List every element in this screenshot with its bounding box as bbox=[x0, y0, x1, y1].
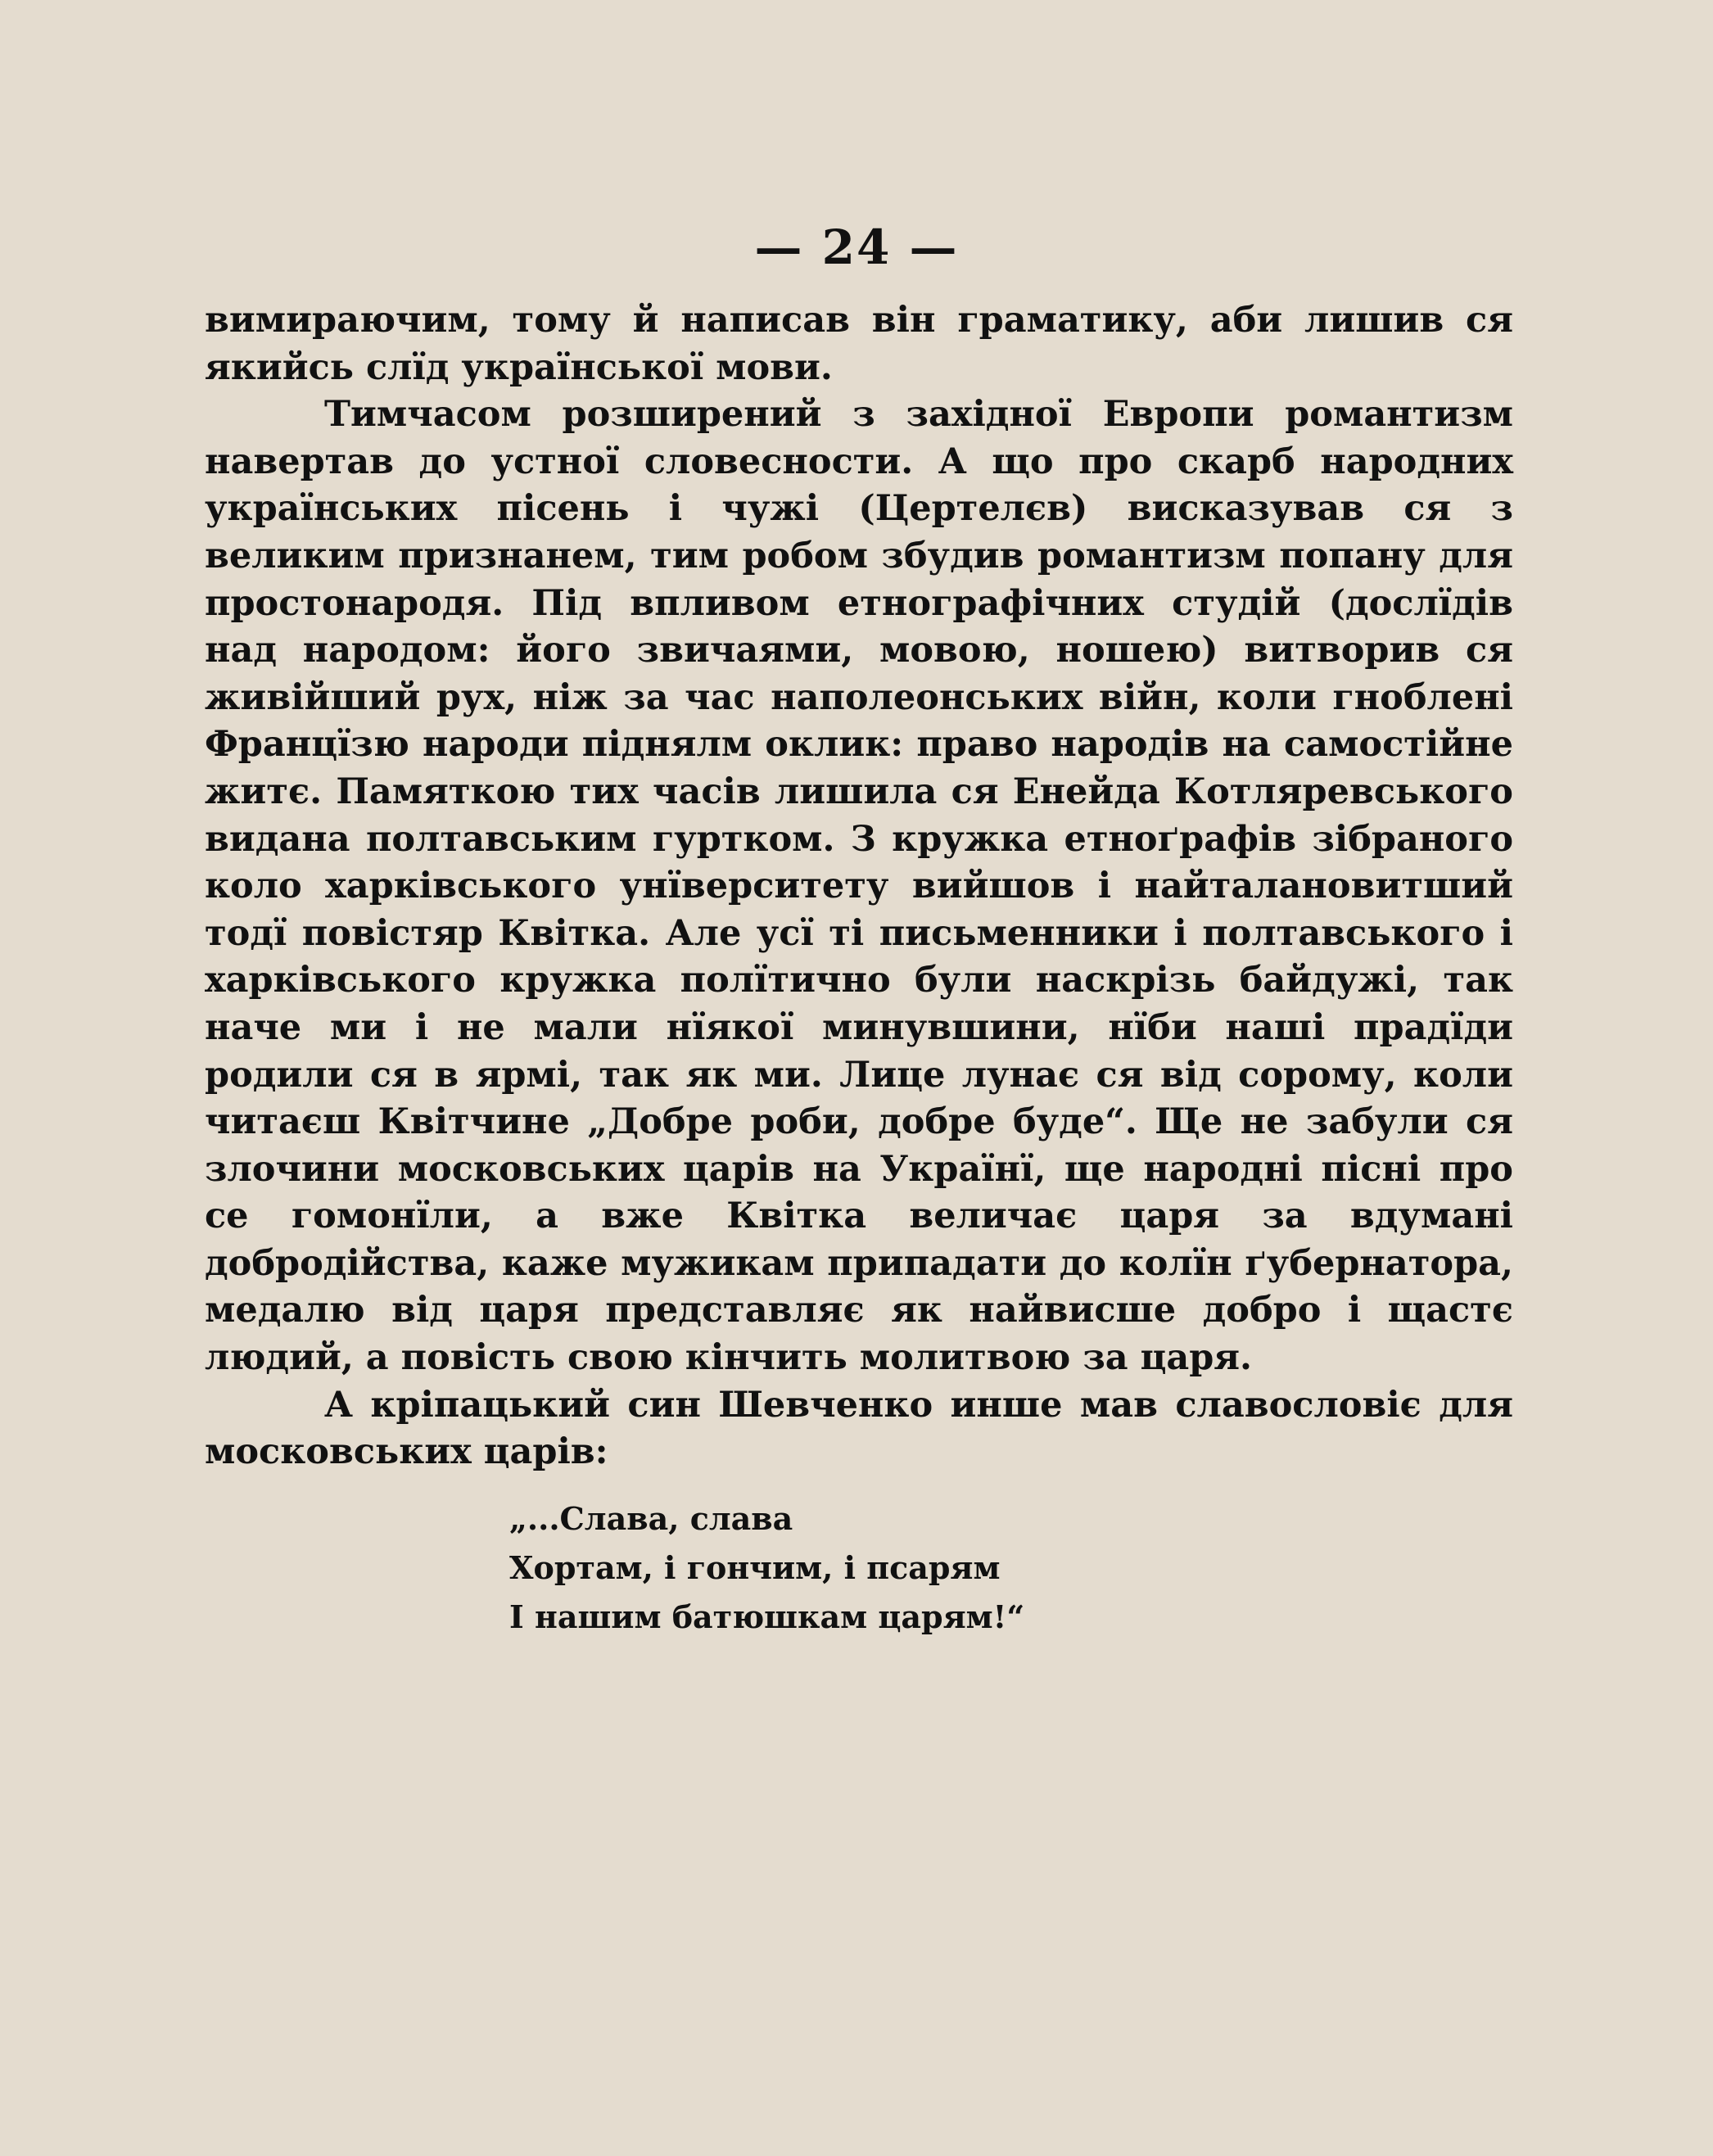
paragraph-shevchenko: А кріпацький син Шевченко инше мав славословіє для московських царів: bbox=[205, 1384, 1513, 1473]
paragraph-romanticism: Тимчасом розширений з західної Европи романтизм навертав до устної словесности. А що про скарб народних українських пісень і чужі (Цертелєв) висказував ся з великим признанем, тим робом збудив романтизм попану для простонародя. Під впливом етнографічних студій (дослїдів над народом: його звичаями, мовою, ношею) витворив ся живійший рух, ніж за час наполеонських війн, коли гноблені Францїзю народи піднялм оклик: право народів на самостійне житє. Памяткою тих часів лишила ся Енейда Котляревського видана полтавським гуртком. З кружка етноґрафів зібраного коло харківського унїверситету вийшов і найталановитший тодї повістяр Квітка. Але усї ті письменники і полтавського і харківського кружка полїтично були наскрізь байдужі, так наче ми і не мали нїякої минувшини, нїби наші прадїди родили ся в ярмі, так як ми. Лице лунає ся від сорому, коли читаєш Квітчине „Добре роби, добре буде“. Ще не забули ся злочини московських царів на Українї, ще народні пісні про се гомонїли, а вже Квітка величає царя за вдумані добродійства, каже мужикам припадати до колїн ґубернатора, медалю від царя представляє як найвисше добро і щастє людий, а повість свою кінчить молитвою за царя. bbox=[205, 394, 1513, 1379]
page-number: — 24 — bbox=[754, 219, 959, 275]
poem-line: „...Слава, слава bbox=[509, 1499, 793, 1537]
text-column bbox=[205, 297, 1513, 1642]
poem-line: І нашим батюшкам царям!“ bbox=[509, 1598, 1025, 1635]
paragraph-continuation: вимираючим, тому й написав він граматику, аби лишив ся якийсь слїд української мови. bbox=[205, 300, 1513, 388]
poem-quote bbox=[509, 1494, 1513, 1642]
poem-line: Хортам, і гончим, і псарям bbox=[509, 1548, 1001, 1586]
